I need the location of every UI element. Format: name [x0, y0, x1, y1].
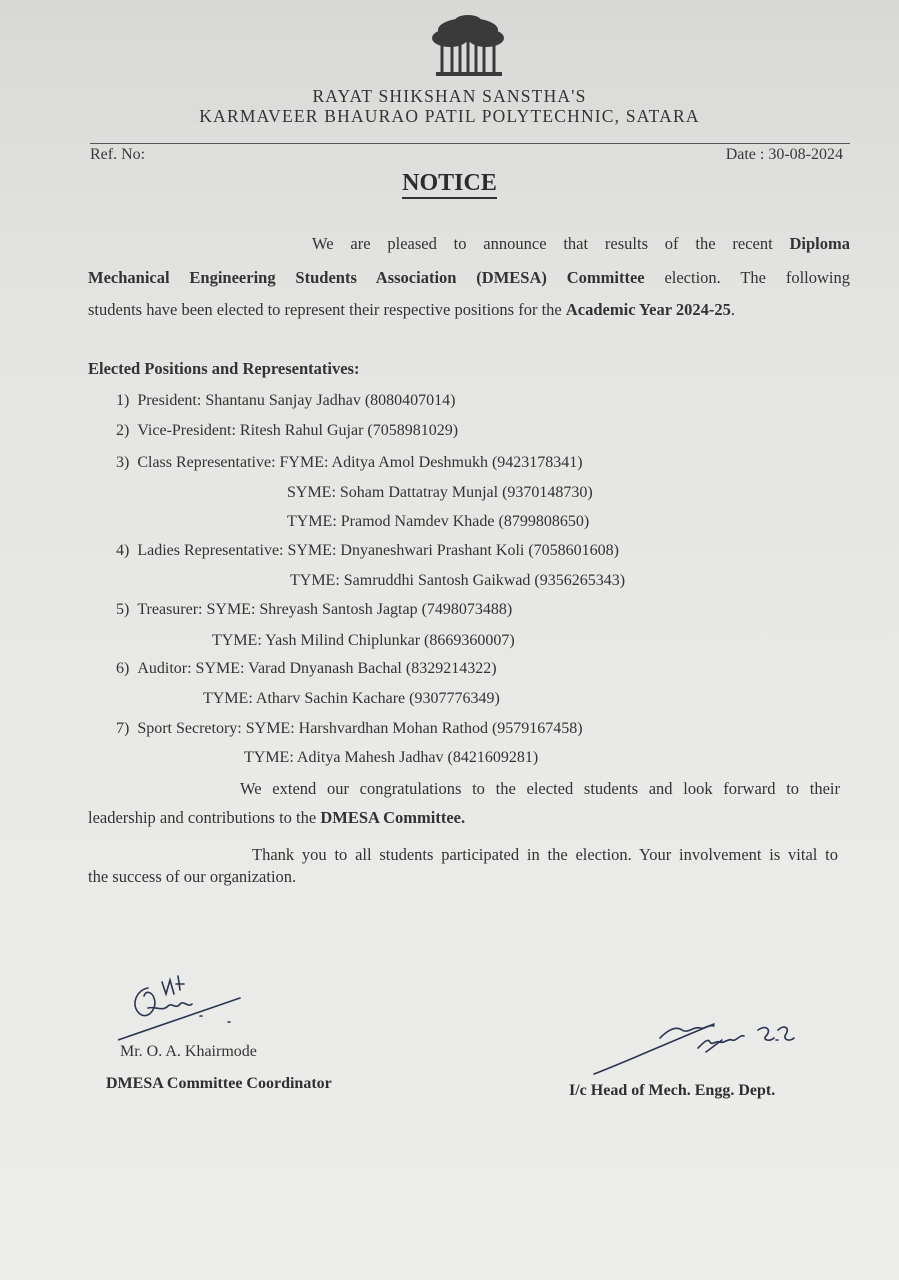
department-head-signature: [590, 1012, 800, 1082]
thanks-line-2: the success of our organization.: [88, 867, 297, 886]
page-title: NOTICE: [0, 170, 899, 197]
intro-line-3: students have been elected to represent their respective positions for the Academic Year 2024-25.: [88, 300, 735, 319]
list-item: TYME: Atharv Sachin Kachare (9307776349): [203, 690, 500, 707]
congrats-line-1: We extend our congratulations to the elected students and look forward to their: [240, 779, 840, 798]
list-item: SYME: Soham Dattatray Munjal (9370148730): [287, 484, 593, 501]
coordinator-name: Mr. O. A. Khairmode: [120, 1043, 257, 1060]
thanks-line-1: Thank you to all students participated in the election. Your involvement is vital to: [252, 845, 838, 864]
notice-date: Date : 30-08-2024: [725, 146, 843, 163]
banyan-tree-logo-icon: [428, 14, 508, 80]
institution-name: KARMAVEER BHAURAO PATIL POLYTECHNIC, SATARA: [199, 106, 700, 126]
list-item: 3) Class Representative: FYME: Aditya Amol Deshmukh (9423178341): [116, 454, 583, 471]
congrats-line-2: leadership and contributions to the DMESA Committee.: [88, 808, 466, 827]
coordinator-title: DMESA Committee Coordinator: [106, 1075, 332, 1092]
header-divider: [90, 143, 850, 144]
coordinator-signature: [118, 968, 258, 1048]
department-head-title: I/c Head of Mech. Engg. Dept.: [569, 1082, 776, 1099]
reference-number: Ref. No:: [90, 146, 146, 163]
intro-line-1: We are pleased to announce that results of the recent Diploma: [312, 234, 850, 253]
list-item: TYME: Aditya Mahesh Jadhav (8421609281): [244, 749, 539, 766]
institution-parent-name: RAYAT SHIKSHAN SANSTHA'S: [312, 86, 587, 106]
list-item: 6) Auditor: SYME: Varad Dnyanash Bachal (8329214322): [116, 660, 497, 677]
list-item: 1) President: Shantanu Sanjay Jadhav (8080407014): [116, 392, 456, 409]
list-item: 5) Treasurer: SYME: Shreyash Santosh Jagtap (7498073488): [116, 601, 513, 618]
list-item: TYME: Pramod Namdev Khade (8799808650): [287, 513, 590, 530]
list-item: TYME: Samruddhi Santosh Gaikwad (9356265343): [290, 572, 626, 589]
list-item: 2) Vice-President: Ritesh Rahul Gujar (7058981029): [116, 422, 459, 439]
intro-line-2: Mechanical Engineering Students Association (DMESA) Committee election. The following: [88, 268, 850, 287]
section-heading: Elected Positions and Representatives:: [88, 359, 360, 378]
list-item: 7) Sport Secretory: SYME: Harshvardhan Mohan Rathod (9579167458): [116, 720, 583, 737]
list-item: 4) Ladies Representative: SYME: Dnyaneshwari Prashant Koli (7058601608): [116, 542, 620, 559]
list-item: TYME: Yash Milind Chiplunkar (8669360007): [212, 632, 515, 649]
